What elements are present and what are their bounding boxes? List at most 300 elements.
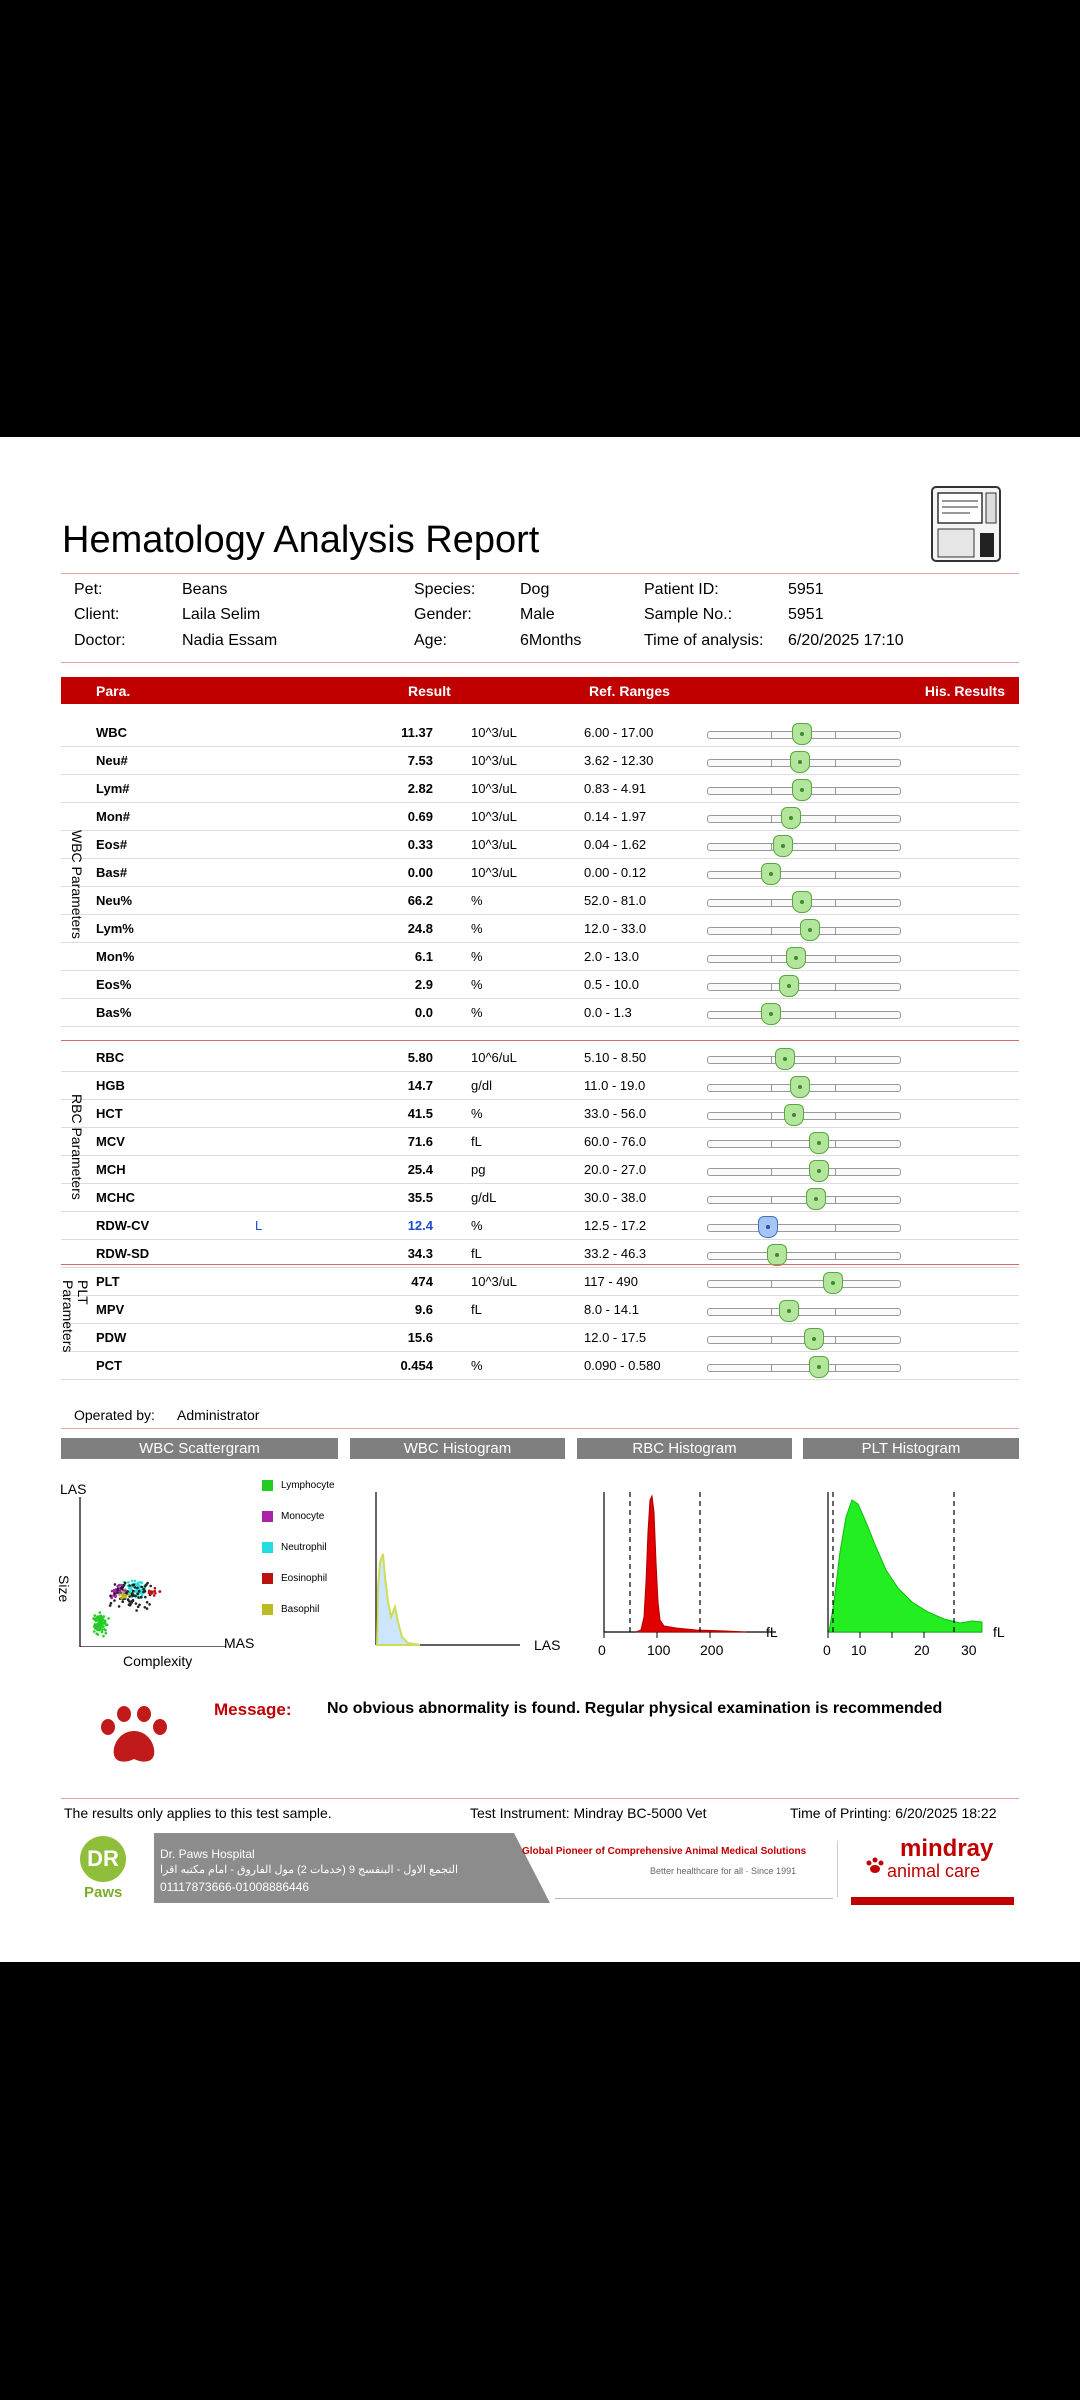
result-marker: [809, 1132, 829, 1154]
scatter-dot: [104, 1629, 107, 1632]
param-unit: %: [471, 893, 483, 908]
scatter-dot: [135, 1609, 138, 1612]
wbc-scatter-header: WBC Scattergram: [61, 1438, 338, 1459]
scatter-dot: [118, 1594, 121, 1597]
scatter-dot: [96, 1616, 99, 1619]
rbc-hist-header: RBC Histogram: [577, 1438, 792, 1459]
param-name: MCH: [96, 1162, 126, 1177]
table-row: [61, 1099, 1019, 1128]
scatter-x-label: Complexity: [123, 1653, 193, 1669]
scatter-y-top: LAS: [60, 1481, 87, 1497]
scatter-dot: [138, 1590, 141, 1593]
table-row: [61, 1155, 1019, 1184]
scatter-dot: [130, 1600, 133, 1603]
param-ref-range: 0.83 - 4.91: [584, 781, 647, 796]
range-tick: [771, 760, 772, 766]
range-tick: [835, 1309, 836, 1315]
result-marker: [761, 1003, 781, 1025]
param-unit: %: [471, 1005, 483, 1020]
param-result: 0.0: [414, 1005, 433, 1020]
legend-swatch: [262, 1511, 273, 1522]
banner-divider: [837, 1841, 838, 1897]
param-unit: 10^3/uL: [471, 725, 517, 740]
banner-line: [555, 1898, 833, 1899]
param-unit: %: [471, 1218, 483, 1233]
scatter-dot: [135, 1602, 138, 1605]
range-tick: [835, 1365, 836, 1371]
pet-label: Pet:: [74, 581, 103, 598]
param-result: 15.6: [407, 1330, 433, 1345]
result-marker: [792, 891, 812, 913]
scatter-dot: [138, 1604, 141, 1607]
doctor-label: Doctor:: [74, 632, 126, 649]
footer-printing: Time of Printing: 6/20/2025 18:22: [790, 1805, 997, 1821]
scatter-dot: [99, 1611, 102, 1614]
table-row: [61, 1295, 1019, 1324]
param-result: 474: [411, 1274, 433, 1289]
param-result: 2.82: [407, 781, 433, 796]
range-bar: [707, 787, 901, 795]
param-name: HCT: [96, 1106, 123, 1121]
scatter-dot: [101, 1628, 104, 1631]
range-bar: [707, 815, 901, 823]
range-bar: [707, 1364, 901, 1372]
rbc-tick: 200: [700, 1642, 724, 1658]
param-unit: %: [471, 921, 483, 936]
legend-swatch: [262, 1480, 273, 1491]
param-ref-range: 12.5 - 17.2: [584, 1218, 647, 1233]
range-tick: [835, 760, 836, 766]
table-row: [61, 858, 1019, 887]
scatter-dot: [121, 1588, 124, 1591]
scatter-dot: [121, 1600, 124, 1603]
param-ref-range: 8.0 - 14.1: [584, 1302, 639, 1317]
range-tick: [771, 732, 772, 738]
report-page: [0, 437, 1080, 1962]
species-label: Species:: [414, 581, 476, 598]
operator-name: Administrator: [177, 1407, 260, 1423]
param-ref-range: 52.0 - 81.0: [584, 893, 647, 908]
param-result: 24.8: [407, 921, 433, 936]
param-ref-range: 0.00 - 0.12: [584, 865, 647, 880]
scatter-dot: [132, 1590, 135, 1593]
divider: [61, 1428, 1019, 1429]
result-marker: [790, 1076, 810, 1098]
param-ref-range: 117 - 490: [584, 1274, 638, 1289]
scatter-dot: [96, 1623, 99, 1626]
scatter-dot: [127, 1590, 130, 1593]
legend-label: Monocyte: [281, 1511, 325, 1523]
param-ref-range: 0.04 - 1.62: [584, 837, 647, 852]
banner-slogan: Global Pioneer of Comprehensive Animal Medical Solutions: [522, 1846, 807, 1857]
scatter-dot: [118, 1584, 121, 1587]
table-row: [61, 914, 1019, 943]
param-result: 66.2: [407, 893, 433, 908]
legend-item: [262, 1604, 319, 1615]
scatter-dot: [100, 1623, 103, 1626]
param-name: PDW: [96, 1330, 127, 1345]
sample-label: Sample No.:: [644, 606, 733, 623]
banner-tagline: Better healthcare for all · Since 1991: [650, 1866, 797, 1876]
param-ref-range: 6.00 - 17.00: [584, 725, 654, 740]
param-unit: 10^3/uL: [471, 1274, 517, 1289]
param-result: 2.9: [414, 977, 433, 992]
scatter-dot: [94, 1614, 97, 1617]
result-marker: [809, 1356, 829, 1378]
table-row: [61, 1183, 1019, 1212]
param-unit: 10^3/uL: [471, 809, 517, 824]
mindray-paw-icon: [866, 1857, 884, 1873]
param-result: 5.80: [407, 1050, 433, 1065]
result-marker: [784, 1104, 804, 1126]
scatter-dot: [115, 1595, 118, 1598]
scatter-dot: [134, 1595, 137, 1598]
range-tick: [835, 872, 836, 878]
scatter-dot: [151, 1590, 154, 1593]
param-ref-range: 30.0 - 38.0: [584, 1190, 647, 1205]
legend-label: Eosinophil: [281, 1573, 328, 1585]
param-name: Bas#: [96, 865, 128, 880]
param-result: 0.33: [407, 837, 433, 852]
plt-tick: 0: [823, 1642, 831, 1658]
table-row: [61, 1071, 1019, 1100]
scatter-dot: [97, 1633, 100, 1636]
range-tick: [771, 1365, 772, 1371]
param-ref-range: 11.0 - 19.0: [584, 1078, 646, 1093]
result-marker: [809, 1160, 829, 1182]
range-tick: [835, 928, 836, 934]
param-result: 11.37: [401, 725, 433, 740]
range-tick: [771, 984, 772, 990]
legend-item: [262, 1511, 324, 1522]
group-divider: [61, 1264, 1019, 1265]
param-result: 71.6: [407, 1134, 433, 1149]
param-result: 41.5: [407, 1106, 433, 1121]
scatter-dot: [122, 1591, 125, 1594]
param-result: 0.454: [400, 1358, 433, 1373]
age-value: 6Months: [520, 632, 582, 649]
range-tick: [835, 1253, 836, 1259]
operated-label: Operated by:: [74, 1407, 155, 1423]
legend-label: Lymphocyte: [281, 1480, 335, 1492]
param-ref-range: 2.0 - 13.0: [584, 949, 639, 964]
range-tick: [835, 1337, 836, 1343]
range-tick: [771, 1113, 772, 1119]
scatter-dot: [102, 1625, 105, 1628]
param-unit: g/dl: [471, 1078, 492, 1093]
legend-label: Neutrophil: [281, 1542, 327, 1554]
param-result: 0.69: [407, 809, 433, 824]
param-name: RDW-CV: [96, 1218, 150, 1233]
range-tick: [835, 1057, 836, 1063]
rbc-unit: fL: [766, 1624, 778, 1640]
scatter-dot: [154, 1592, 157, 1595]
range-tick: [835, 1197, 836, 1203]
range-tick: [835, 1225, 836, 1231]
wbc-hist-header: WBC Histogram: [350, 1438, 565, 1459]
param-name: MCHC: [96, 1190, 135, 1205]
range-tick: [835, 1141, 836, 1147]
param-name: PCT: [96, 1358, 122, 1373]
range-bar: [707, 955, 901, 963]
param-unit: 10^3/uL: [471, 837, 517, 852]
result-marker: [758, 1216, 778, 1238]
param-ref-range: 0.090 - 0.580: [584, 1358, 661, 1373]
scatter-dot: [109, 1604, 112, 1607]
range-bar: [707, 1011, 901, 1019]
param-name: Eos%: [96, 977, 132, 992]
param-name: Mon%: [96, 949, 135, 964]
result-marker: [786, 947, 806, 969]
footer-note: The results only applies to this test sample.: [64, 1805, 332, 1821]
range-tick: [771, 1309, 772, 1315]
species-value: Dog: [520, 581, 550, 598]
wbc-group-label: WBC Parameters: [69, 830, 85, 939]
range-bar: [707, 1168, 901, 1176]
footer-instrument: Test Instrument: Mindray BC-5000 Vet: [470, 1805, 707, 1821]
scatter-dot: [102, 1635, 105, 1638]
legend-swatch: [262, 1604, 273, 1615]
scatter-dot: [154, 1587, 157, 1590]
divider: [61, 662, 1019, 663]
range-tick: [771, 788, 772, 794]
scatter-dot: [149, 1585, 152, 1588]
scatter-dot: [118, 1605, 121, 1608]
table-row: [61, 718, 1019, 747]
param-result: 12.4: [407, 1218, 433, 1233]
scatter-dot: [140, 1596, 143, 1599]
param-ref-range: 3.62 - 12.30: [584, 753, 654, 768]
range-tick: [835, 844, 836, 850]
table-row: [61, 886, 1019, 915]
param-unit: %: [471, 1106, 483, 1121]
range-bar: [707, 1196, 901, 1204]
param-name: Neu#: [96, 753, 128, 768]
result-marker: [792, 779, 812, 801]
gender-label: Gender:: [414, 606, 472, 623]
param-ref-range: 33.2 - 46.3: [584, 1246, 647, 1261]
rbc-tick: 100: [647, 1642, 671, 1658]
param-result: 9.6: [414, 1302, 433, 1317]
param-result: 14.7: [407, 1078, 433, 1093]
table-row: [61, 1211, 1019, 1240]
scatter-dot: [99, 1627, 102, 1630]
param-name: HGB: [96, 1078, 125, 1093]
param-result: 34.3: [407, 1246, 433, 1261]
scatter-dot: [140, 1586, 143, 1589]
plt-unit: fL: [993, 1624, 1005, 1640]
page-title: Hematology Analysis Report: [62, 519, 540, 561]
param-unit: fL: [471, 1134, 482, 1149]
result-marker: [775, 1048, 795, 1070]
result-marker: [781, 807, 801, 829]
wbc-hist-plot: [370, 1492, 520, 1647]
hospital-address: التجمع الاول - البنفسج 9 (خدمات 2) مول الفاروق - امام مكتبه اقرا: [160, 1864, 459, 1876]
result-marker: [804, 1328, 824, 1350]
mindray-sub: animal care: [887, 1861, 981, 1881]
param-name: Lym%: [96, 921, 134, 936]
result-marker: [806, 1188, 826, 1210]
col-result: Result: [408, 683, 451, 699]
param-name: PLT: [96, 1274, 120, 1289]
range-tick: [771, 1057, 772, 1063]
scatter-dot: [110, 1602, 113, 1605]
param-name: Neu%: [96, 893, 133, 908]
param-ref-range: 12.0 - 33.0: [584, 921, 647, 936]
param-name: Eos#: [96, 837, 128, 852]
range-tick: [771, 956, 772, 962]
range-bar: [707, 759, 901, 767]
range-tick: [835, 1169, 836, 1175]
result-marker: [792, 723, 812, 745]
scatter-dot: [120, 1597, 123, 1600]
scatter-dot: [146, 1582, 149, 1585]
range-bar: [707, 1336, 901, 1344]
range-bar: [707, 1252, 901, 1260]
rbc-group-label: RBC Parameters: [69, 1094, 85, 1200]
rbc-tick: 0: [598, 1642, 606, 1658]
range-bar: [707, 1308, 901, 1316]
scatter-dot: [106, 1624, 109, 1627]
range-tick: [835, 788, 836, 794]
scatter-dot: [128, 1603, 131, 1606]
range-bar: [707, 1084, 901, 1092]
scatter-dot: [137, 1596, 140, 1599]
analysis-time-value: 6/20/2025 17:10: [788, 632, 904, 649]
group-divider: [61, 1040, 1019, 1041]
scatter-dot: [104, 1622, 107, 1625]
range-bar: [707, 731, 901, 739]
scatter-dot: [141, 1581, 144, 1584]
result-marker: [779, 975, 799, 997]
scatter-dot: [136, 1587, 139, 1590]
param-ref-range: 20.0 - 27.0: [584, 1162, 647, 1177]
param-result: 6.1: [414, 949, 433, 964]
message-label: Message:: [214, 1700, 292, 1719]
scatter-plot: [76, 1497, 226, 1647]
range-bar: [707, 871, 901, 879]
range-tick: [771, 928, 772, 934]
range-bar: [707, 1224, 901, 1232]
param-unit: %: [471, 977, 483, 992]
range-bar: [707, 1280, 901, 1288]
hospital-logo-sub: Paws: [84, 1884, 123, 1901]
scatter-dot: [146, 1607, 149, 1610]
param-unit: 10^3/uL: [471, 781, 517, 796]
param-ref-range: 0.0 - 1.3: [584, 1005, 632, 1020]
param-unit: %: [471, 949, 483, 964]
range-tick: [835, 732, 836, 738]
range-tick: [771, 900, 772, 906]
param-ref-range: 33.0 - 56.0: [584, 1106, 647, 1121]
param-ref-range: 0.5 - 10.0: [584, 977, 639, 992]
range-tick: [771, 816, 772, 822]
scatter-dot: [142, 1588, 145, 1591]
param-name: MPV: [96, 1302, 125, 1317]
client-label: Client:: [74, 606, 120, 623]
scatter-dot: [132, 1595, 135, 1598]
range-tick: [835, 1012, 836, 1018]
patient-id-value: 5951: [788, 581, 824, 598]
range-tick: [835, 900, 836, 906]
scatter-dot: [94, 1627, 97, 1630]
result-marker: [773, 835, 793, 857]
scatter-dot: [146, 1601, 149, 1604]
message-text: No obvious abnormality is found. Regular physical examination is recommended: [327, 1700, 943, 1717]
result-marker: [790, 751, 810, 773]
scatter-dot: [144, 1596, 147, 1599]
result-marker: [800, 919, 820, 941]
table-row: [61, 774, 1019, 803]
param-result: 0.00: [407, 865, 433, 880]
scatter-dot: [107, 1617, 110, 1620]
param-ref-range: 60.0 - 76.0: [584, 1134, 647, 1149]
sample-value: 5951: [788, 606, 824, 623]
range-bar: [707, 983, 901, 991]
scatter-dot: [131, 1592, 134, 1595]
scatter-dot: [109, 1595, 112, 1598]
analyzer-icon: [930, 485, 1004, 565]
scatter-dot: [104, 1619, 107, 1622]
hospital-name: Dr. Paws Hospital: [160, 1847, 255, 1861]
plt-group-label: PLT Parameters: [60, 1280, 91, 1353]
param-unit: fL: [471, 1246, 482, 1261]
scatter-dot: [136, 1583, 139, 1586]
scatter-dot: [128, 1593, 131, 1596]
param-name: Bas%: [96, 1005, 132, 1020]
legend-item: [262, 1542, 327, 1553]
param-result: 35.5: [407, 1190, 433, 1205]
table-row: [61, 998, 1019, 1027]
param-result: 7.53: [407, 753, 433, 768]
scatter-dot: [153, 1590, 156, 1593]
scatter-dot: [94, 1617, 97, 1620]
param-unit: 10^3/uL: [471, 865, 517, 880]
hospital-logo: DR: [80, 1836, 126, 1882]
legend-swatch: [262, 1573, 273, 1584]
result-marker: [767, 1244, 787, 1266]
client-value: Laila Selim: [182, 606, 261, 623]
table-row: [61, 746, 1019, 775]
range-tick: [771, 1085, 772, 1091]
table-row: [61, 1127, 1019, 1156]
plt-tick: 10: [851, 1642, 867, 1658]
param-unit: 10^6/uL: [471, 1050, 517, 1065]
table-row: [61, 1043, 1019, 1072]
param-ref-range: 5.10 - 8.50: [584, 1050, 647, 1065]
scatter-dot: [114, 1583, 117, 1586]
range-tick: [835, 956, 836, 962]
range-tick: [835, 1113, 836, 1119]
hospital-phones: 01117873666-01008886446: [160, 1880, 310, 1894]
table-header: [61, 677, 1019, 704]
scatter-dot: [144, 1606, 147, 1609]
scatter-dot: [133, 1584, 136, 1587]
scatter-dot: [116, 1591, 119, 1594]
param-result: 25.4: [407, 1162, 433, 1177]
legend-item: [262, 1480, 335, 1491]
age-label: Age:: [414, 632, 447, 649]
patient-id-label: Patient ID:: [644, 581, 719, 598]
scatter-dot: [117, 1589, 120, 1592]
scatter-dot: [93, 1630, 96, 1633]
scatter-dot: [113, 1592, 116, 1595]
result-marker: [761, 863, 781, 885]
plt-tick: 20: [914, 1642, 930, 1658]
range-tick: [835, 816, 836, 822]
param-name: Lym#: [96, 781, 130, 796]
range-bar: [707, 1140, 901, 1148]
